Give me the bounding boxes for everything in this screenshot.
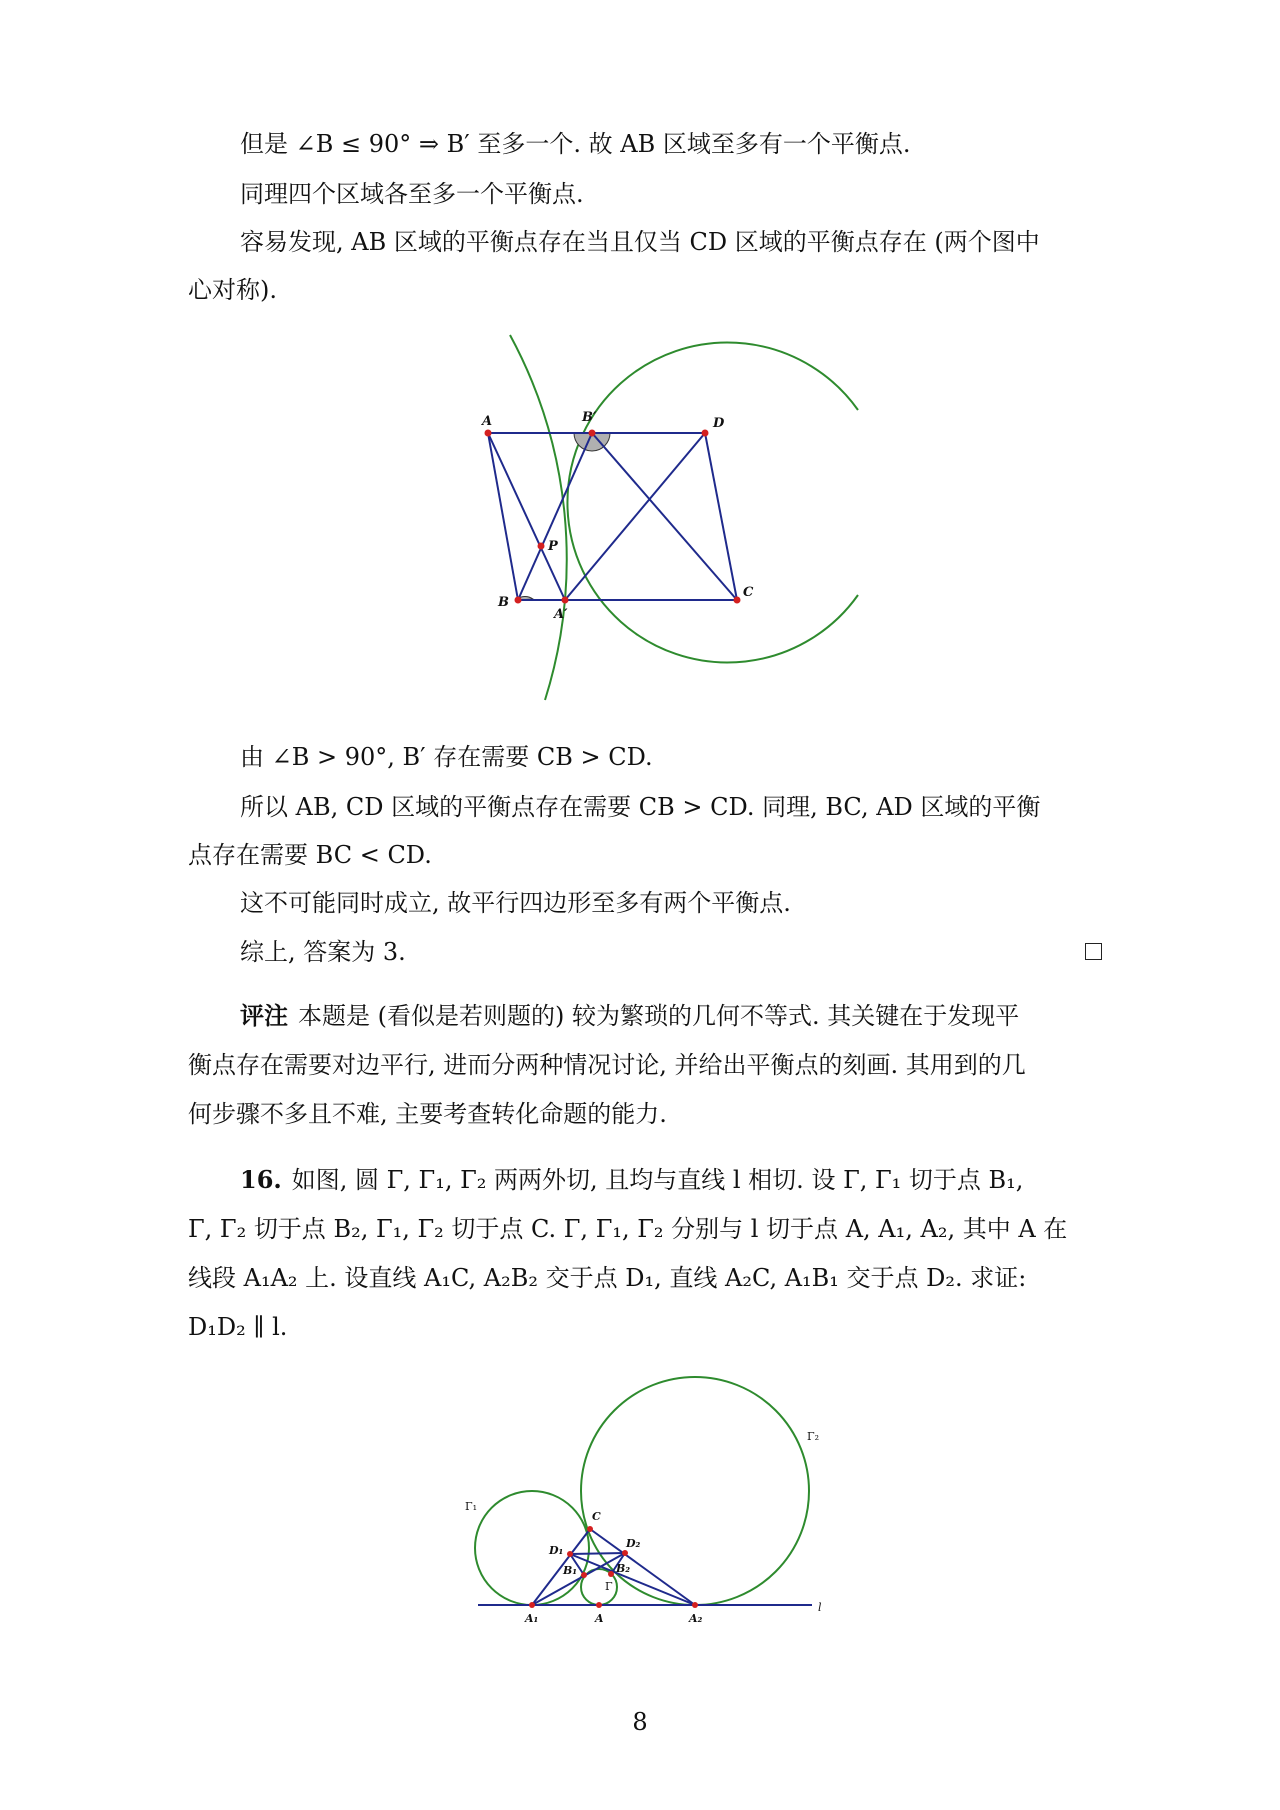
label-B-prime: B′ [582,410,597,425]
green-arc-left [510,335,567,700]
text-line: 同理四个区域各至多一个平衡点. [240,180,584,208]
label-A2: A₂ [689,1612,703,1625]
label-D1: D₁ [549,1544,564,1557]
label-D2: D₂ [626,1537,641,1550]
point-A2 [692,1602,698,1608]
text-line: 容易发现, AB 区域的平衡点存在当且仅当 CD 区域的平衡点存在 (两个图中 [240,228,1040,256]
point-A [596,1602,602,1608]
label-A1: A₁ [525,1612,539,1625]
label-A: A [482,414,493,429]
text-line: 点存在需要 BC < CD. [188,841,432,869]
text-line: 所以 AB, CD 区域的平衡点存在需要 CB > CD. 同理, BC, AD 区域的平衡 [240,793,1041,821]
text-line: 由 ∠B > 90°, B′ 存在需要 CB > CD. [240,743,653,771]
qed-symbol [1085,943,1102,960]
problem-line: Γ, Γ₂ 切于点 B₂, Γ₁, Γ₂ 切于点 C. Γ, Γ₁, Γ₂ 分别与 l 切于点 A, A₁, A₂, 其中 A 在 [188,1215,1068,1243]
label-gamma-1: Γ₁ [465,1500,478,1513]
problem-number: 16. [240,1165,282,1194]
circle-gamma-1 [475,1491,589,1605]
point-D1 [567,1551,573,1557]
text-line: 这不可能同时成立, 故平行四边形至多有两个平衡点. [240,889,791,917]
point-A1 [529,1602,535,1608]
remark-line: 何步骤不多且不难, 主要考查转化命题的能力. [188,1100,667,1128]
point-B [515,597,522,604]
label-gamma-2: Γ₂ [807,1430,820,1443]
problem-line: 线段 A₁A₂ 上. 设直线 A₁C, A₂B₂ 交于点 D₁, 直线 A₂C, A₁B₁ 交于点 D₂. 求证: [188,1264,1027,1292]
point-A [485,430,492,437]
text-line: 综上, 答案为 3. [240,938,406,966]
green-arc-large [567,342,858,662]
label-C: C [592,1510,601,1523]
point-D2 [622,1550,628,1556]
label-A-prime: A′ [554,607,568,622]
point-B1 [581,1572,587,1578]
page-number: 8 [632,1708,648,1736]
label-C: C [743,585,754,600]
point-C [734,597,741,604]
label-D: D [713,416,725,431]
label-B2: B₂ [616,1562,631,1575]
point-A-prime [562,597,569,604]
point-P [538,543,545,550]
label-B: B [498,595,509,610]
label-l: l [818,1601,822,1614]
remark-line: 评注 本题是 (看似是若则题的) 较为繁琐的几何不等式. 其关键在于发现平 [240,1001,1020,1030]
figure-tangent-circles [465,1370,840,1640]
label-A: A [595,1612,604,1625]
point-B-prime [589,430,596,437]
label-gamma: Γ [605,1580,613,1593]
label-B1: B₁ [563,1564,578,1577]
point-C [587,1526,593,1532]
point-D [702,430,709,437]
figure-parallelogram [440,325,880,705]
remark-line: 衡点存在需要对边平行, 进而分两种情况讨论, 并给出平衡点的刻画. 其用到的几 [188,1051,1026,1079]
problem-line: D₁D₂ ∥ l. [188,1313,288,1341]
problem-line: 16. 如图, 圆 Γ, Γ₁, Γ₂ 两两外切, 且均与直线 l 相切. 设 Γ, Γ₁ 切于点 B₁, [240,1165,1024,1194]
text-line: 但是 ∠B ≤ 90° ⇒ B′ 至多一个. 故 AB 区域至多有一个平衡点. [240,130,911,158]
point-B2 [608,1571,614,1577]
label-P: P [548,539,558,554]
remark-label: 评注 [240,1001,288,1030]
text-line: 心对称). [188,276,277,304]
